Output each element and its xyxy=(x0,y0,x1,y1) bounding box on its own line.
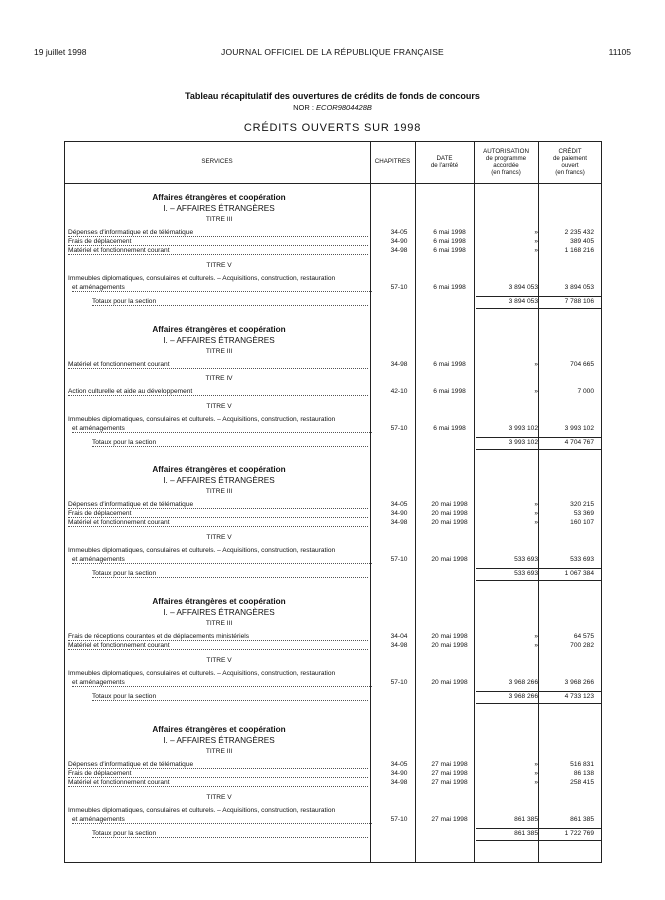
row-credit: 533 693 xyxy=(570,556,594,563)
section-subtitle: I. – AFFAIRES ÉTRANGÈRES xyxy=(163,608,275,617)
header-journal: JOURNAL OFFICIEL DE LA RÉPUBLIQUE FRANÇAISE xyxy=(221,47,444,57)
row-credit: 53 369 xyxy=(573,510,594,517)
section-total-row xyxy=(64,439,602,449)
table-row xyxy=(64,519,602,529)
row-credit: 700 282 xyxy=(570,642,594,649)
section-total-row xyxy=(64,570,602,580)
row-autorisation: 3 993 102 xyxy=(508,425,538,432)
table-row xyxy=(64,425,602,435)
row-credit: 3 968 266 xyxy=(564,679,594,686)
row-label: Frais de déplacement xyxy=(68,510,368,518)
titre-label: TITRE V xyxy=(206,657,232,664)
col-header-date: DATE de l'arrêté xyxy=(430,154,459,169)
row-chapitre: 34-90 xyxy=(390,770,408,777)
total-autorisation: 3 968 266 xyxy=(508,693,538,700)
row-label: Action culturelle et aide au développement xyxy=(68,388,368,396)
row-autorisation: » xyxy=(534,633,538,640)
table-body xyxy=(64,184,602,863)
total-rule xyxy=(476,437,602,438)
row-chapitre: 34-98 xyxy=(390,361,408,368)
document-title: Tableau récapitulatif des ouvertures de crédits de fonds de concours xyxy=(185,91,480,101)
row-label: Matériel et fonctionnement courant xyxy=(68,361,368,369)
total-autorisation: 3 993 102 xyxy=(508,439,538,446)
row-date: 20 mai 1998 xyxy=(431,679,468,686)
row-chapitre: 57-10 xyxy=(390,679,408,686)
row-chapitre: 34-90 xyxy=(390,238,408,245)
row-date: 20 mai 1998 xyxy=(431,510,468,517)
row-credit: 516 831 xyxy=(570,761,594,768)
row-chapitre: 57-10 xyxy=(390,284,408,291)
row-chapitre: 34-05 xyxy=(390,761,408,768)
row-label: Dépenses d'informatique et de télématique xyxy=(68,761,368,769)
table-row xyxy=(64,779,602,789)
row-credit: 704 665 xyxy=(570,361,594,368)
titre-label: TITRE V xyxy=(206,262,232,269)
total-rule xyxy=(476,828,602,829)
total-label: Totaux pour la section xyxy=(92,830,368,838)
total-rule xyxy=(476,568,602,569)
row-date: 6 mai 1998 xyxy=(433,229,466,236)
section-subtitle: I. – AFFAIRES ÉTRANGÈRES xyxy=(163,736,275,745)
row-credit: 3 993 102 xyxy=(564,425,594,432)
row-label: et aménagements xyxy=(72,679,372,687)
row-date: 20 mai 1998 xyxy=(431,519,468,526)
total-label: Totaux pour la section xyxy=(92,570,368,578)
row-credit: 320 215 xyxy=(570,501,594,508)
row-autorisation: » xyxy=(534,247,538,254)
table-row xyxy=(64,361,602,371)
row-label: Immeubles diplomatiques, consulaires et culturels. – Acquisitions, construction, restauration xyxy=(68,416,336,423)
row-label: Frais de déplacement xyxy=(68,770,368,778)
section-title: Affaires étrangères et coopération xyxy=(152,465,286,474)
row-credit: 3 894 053 xyxy=(564,284,594,291)
row-label: Matériel et fonctionnement courant xyxy=(68,519,368,527)
row-date: 27 mai 1998 xyxy=(431,761,468,768)
section-title: Affaires étrangères et coopération xyxy=(152,193,286,202)
total-rule xyxy=(476,840,602,841)
row-credit: 389 405 xyxy=(570,238,594,245)
row-date: 6 mai 1998 xyxy=(433,247,466,254)
row-label: Matériel et fonctionnement courant xyxy=(68,642,368,650)
section-title: Affaires étrangères et coopération xyxy=(152,597,286,606)
row-chapitre: 34-98 xyxy=(390,247,408,254)
row-autorisation: 533 693 xyxy=(514,556,538,563)
row-date: 27 mai 1998 xyxy=(431,770,468,777)
row-autorisation: » xyxy=(534,501,538,508)
row-label: et aménagements xyxy=(72,425,372,433)
row-credit: 1 168 216 xyxy=(564,247,594,254)
row-autorisation: » xyxy=(534,642,538,649)
nor-code: ECOR9804428B xyxy=(316,103,372,112)
row-date: 6 mai 1998 xyxy=(433,425,466,432)
total-autorisation: 861 385 xyxy=(514,830,538,837)
row-credit: 64 575 xyxy=(573,633,594,640)
titre-label: TITRE V xyxy=(206,794,232,801)
total-label: Totaux pour la section xyxy=(92,298,368,306)
credits-table xyxy=(64,141,602,863)
section-subtitle: I. – AFFAIRES ÉTRANGÈRES xyxy=(163,336,275,345)
nor-label: NOR : xyxy=(293,103,314,112)
row-chapitre: 34-90 xyxy=(390,510,408,517)
row-autorisation: » xyxy=(534,388,538,395)
total-credit: 4 704 767 xyxy=(564,439,594,446)
col-header-credit: CRÉDIT de paiement ouvert (en francs) xyxy=(552,147,588,177)
titre-label: TITRE III xyxy=(205,620,233,627)
titre-label: TITRE IV xyxy=(205,375,233,382)
row-date: 6 mai 1998 xyxy=(433,361,466,368)
row-credit: 861 385 xyxy=(570,816,594,823)
section-title: Affaires étrangères et coopération xyxy=(152,325,286,334)
row-label: et aménagements xyxy=(72,816,372,824)
col-header-services: SERVICES xyxy=(201,158,233,166)
row-autorisation: 861 385 xyxy=(514,816,538,823)
row-autorisation: » xyxy=(534,770,538,777)
section-title: Affaires étrangères et coopération xyxy=(152,725,286,734)
section-subtitle: I. – AFFAIRES ÉTRANGÈRES xyxy=(163,476,275,485)
row-autorisation: » xyxy=(534,761,538,768)
table-heading: CRÉDITS OUVERTS SUR 1998 xyxy=(243,122,422,134)
total-rule xyxy=(476,691,602,692)
row-autorisation: » xyxy=(534,238,538,245)
row-label: Matériel et fonctionnement courant xyxy=(68,247,368,255)
page-number: 11105 xyxy=(608,47,631,57)
total-credit: 1 722 769 xyxy=(564,830,594,837)
budget-section xyxy=(64,316,602,456)
total-rule xyxy=(476,308,602,309)
section-total-row xyxy=(64,693,602,703)
row-label: et aménagements xyxy=(72,556,372,564)
total-rule xyxy=(476,703,602,704)
row-date: 27 mai 1998 xyxy=(431,779,468,786)
row-label: Dépenses d'informatique et de télématique xyxy=(68,229,368,237)
row-autorisation: » xyxy=(534,519,538,526)
total-credit: 7 788 106 xyxy=(564,298,594,305)
row-chapitre: 34-05 xyxy=(390,501,408,508)
row-label: Immeubles diplomatiques, consulaires et culturels. – Acquisitions, construction, restauration xyxy=(68,670,336,677)
row-chapitre: 57-10 xyxy=(390,425,408,432)
col-header-chapitres: CHAPITRES xyxy=(374,158,411,166)
total-credit: 4 733 123 xyxy=(564,693,594,700)
budget-section xyxy=(64,456,602,588)
row-chapitre: 57-10 xyxy=(390,556,408,563)
nor-reference xyxy=(0,103,665,112)
row-autorisation: 3 894 053 xyxy=(508,284,538,291)
row-chapitre: 57-10 xyxy=(390,816,408,823)
row-label: Immeubles diplomatiques, consulaires et culturels. – Acquisitions, construction, restauration xyxy=(68,547,336,554)
table-row xyxy=(64,388,602,398)
total-rule xyxy=(476,580,602,581)
row-autorisation: 3 968 266 xyxy=(508,679,538,686)
row-credit: 7 000 xyxy=(577,388,594,395)
titre-label: TITRE V xyxy=(206,403,232,410)
row-credit: 258 415 xyxy=(570,779,594,786)
row-date: 6 mai 1998 xyxy=(433,388,466,395)
total-label: Totaux pour la section xyxy=(92,439,368,447)
section-subtitle: I. – AFFAIRES ÉTRANGÈRES xyxy=(163,204,275,213)
table-row xyxy=(64,284,602,294)
titre-label: TITRE III xyxy=(205,216,233,223)
row-date: 20 mai 1998 xyxy=(431,556,468,563)
row-label: Immeubles diplomatiques, consulaires et culturels. – Acquisitions, construction, restauration xyxy=(68,807,336,814)
budget-section xyxy=(64,588,602,716)
row-credit: 2 235 432 xyxy=(564,229,594,236)
table-row xyxy=(64,556,602,566)
row-date: 6 mai 1998 xyxy=(433,238,466,245)
row-date: 20 mai 1998 xyxy=(431,633,468,640)
titre-label: TITRE V xyxy=(206,534,232,541)
row-date: 6 mai 1998 xyxy=(433,284,466,291)
row-label: et aménagements xyxy=(72,284,372,292)
total-rule xyxy=(476,449,602,450)
total-credit: 1 067 384 xyxy=(564,570,594,577)
table-row xyxy=(64,816,602,826)
row-chapitre: 34-98 xyxy=(390,519,408,526)
budget-section xyxy=(64,716,602,856)
row-label: Frais de déplacement xyxy=(68,238,368,246)
row-date: 27 mai 1998 xyxy=(431,816,468,823)
row-chapitre: 34-98 xyxy=(390,779,408,786)
section-total-row xyxy=(64,298,602,308)
row-chapitre: 34-98 xyxy=(390,642,408,649)
row-autorisation: » xyxy=(534,779,538,786)
row-autorisation: » xyxy=(534,510,538,517)
titre-label: TITRE III xyxy=(205,748,233,755)
row-label: Dépenses d'informatique et de télématique xyxy=(68,501,368,509)
row-credit: 160 107 xyxy=(570,519,594,526)
row-chapitre: 34-04 xyxy=(390,633,408,640)
table-row xyxy=(64,679,602,689)
row-label: Frais de réceptions courantes et de déplacements ministériels xyxy=(68,633,368,641)
table-row xyxy=(64,247,602,257)
budget-section xyxy=(64,184,602,316)
total-autorisation: 533 693 xyxy=(514,570,538,577)
row-chapitre: 42-10 xyxy=(390,388,408,395)
section-total-row xyxy=(64,830,602,840)
page-header xyxy=(34,47,631,61)
row-date: 20 mai 1998 xyxy=(431,501,468,508)
table-row xyxy=(64,642,602,652)
titre-label: TITRE III xyxy=(205,488,233,495)
col-header-autorisation: AUTORISATION de programme accordée (en francs) xyxy=(483,147,529,177)
row-chapitre: 34-05 xyxy=(390,229,408,236)
total-autorisation: 3 894 053 xyxy=(508,298,538,305)
total-label: Totaux pour la section xyxy=(92,693,368,701)
row-autorisation: » xyxy=(534,361,538,368)
total-rule xyxy=(476,296,602,297)
titre-label: TITRE III xyxy=(205,348,233,355)
header-date: 19 juillet 1998 xyxy=(34,47,87,57)
row-label: Immeubles diplomatiques, consulaires et culturels. – Acquisitions, construction, restauration xyxy=(68,275,336,282)
row-credit: 86 138 xyxy=(573,770,594,777)
row-autorisation: » xyxy=(534,229,538,236)
row-date: 20 mai 1998 xyxy=(431,642,468,649)
row-label: Matériel et fonctionnement courant xyxy=(68,779,368,787)
